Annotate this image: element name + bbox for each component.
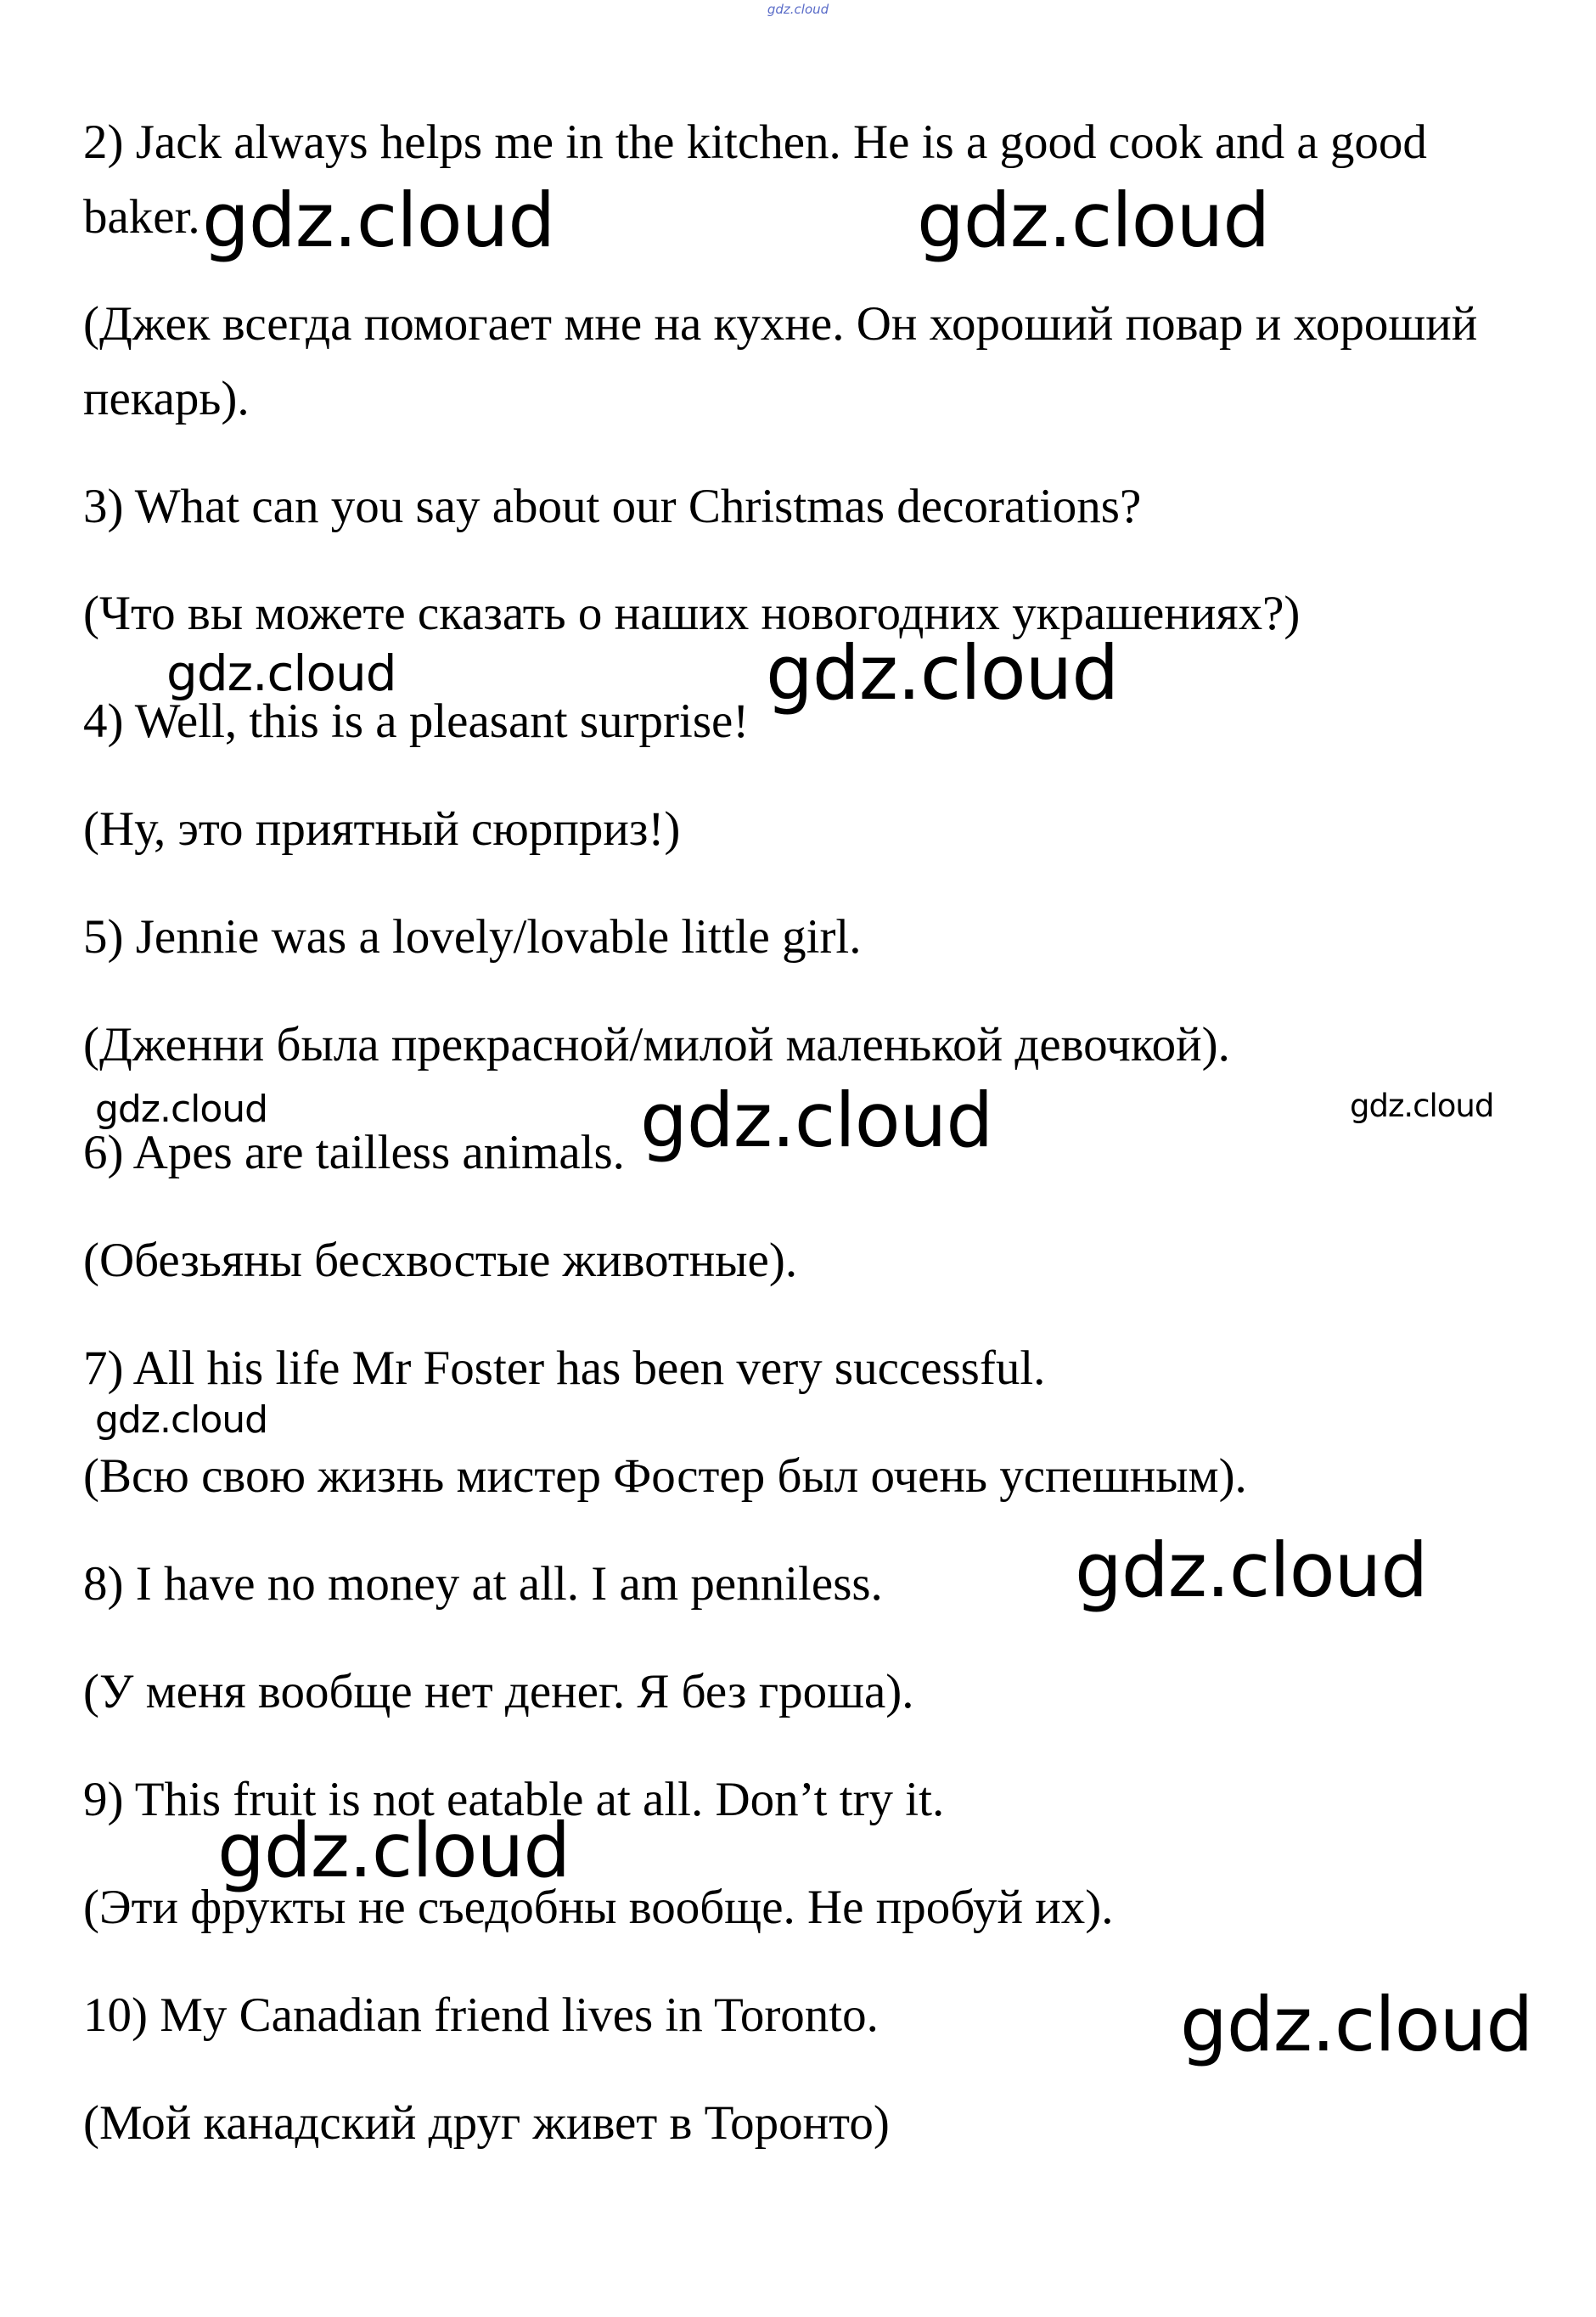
sentence-5-en: 5) Jennie was a lovely/lovable little girl. — [83, 910, 862, 964]
sentence-2-en-line-1: 2) Jack always helps me in the kitchen. He is a good cook and a good — [83, 115, 1427, 169]
watermark: gdz.cloud — [1180, 1981, 1533, 2068]
sentence-10-ru: (Мой канадский друг живет в Торонто) — [83, 2096, 890, 2150]
watermark: gdz.cloud — [1350, 1088, 1494, 1124]
sentence-2-ru-line-1: (Джек всегда помогает мне на кухне. Он хороший повар и хороший — [83, 297, 1478, 351]
sentence-7-en: 7) All his life Mr Foster has been very successful. — [83, 1341, 1046, 1395]
watermark: gdz.cloud — [95, 1088, 268, 1131]
watermark: gdz.cloud — [217, 1807, 570, 1894]
watermark: gdz.cloud — [766, 629, 1119, 717]
sentence-9-en: 9) This fruit is not eatable at all. Don’t try it. — [83, 1773, 945, 1826]
sentence-2-en-line-2: baker. — [83, 190, 200, 244]
watermark: gdz.cloud — [202, 177, 555, 264]
sentence-9-ru: (Эти фрукты не съедобны вообще. Не пробуй их). — [83, 1881, 1114, 1934]
sentence-6-en: 6) Apes are tailless animals. — [83, 1126, 625, 1179]
sentence-8-en: 8) I have no money at all. I am penniless. — [83, 1557, 883, 1611]
watermark: gdz.cloud — [95, 1398, 268, 1442]
sentence-2-ru-line-2: пекарь). — [83, 372, 250, 425]
sentence-4-en: 4) Well, this is a pleasant surprise! — [83, 695, 750, 748]
site-mark: gdz.cloud — [767, 2, 829, 17]
sentence-4-ru: (Ну, это приятный сюрприз!) — [83, 802, 681, 856]
sentence-7-ru: (Всю свою жизнь мистер Фостер был очень успешным). — [83, 1449, 1247, 1503]
sentence-5-ru: (Дженни была прекрасной/милой маленькой девочкой). — [83, 1018, 1230, 1071]
sentence-10-en: 10) My Canadian friend lives in Toronto. — [83, 1988, 879, 2042]
watermark: gdz.cloud — [640, 1077, 993, 1164]
watermark: gdz.cloud — [166, 644, 396, 702]
watermark: gdz.cloud — [1075, 1527, 1428, 1614]
sentence-3-ru: (Что вы можете сказать о наших новогодних украшениях?) — [83, 587, 1301, 640]
sentence-8-ru: (У меня вообще нет денег. Я без гроша). — [83, 1665, 914, 1718]
sentence-6-ru: (Обезьяны бесхвостые животные). — [83, 1234, 798, 1287]
watermark: gdz.cloud — [917, 177, 1270, 264]
sentence-3-en: 3) What can you say about our Christmas decorations? — [83, 480, 1142, 533]
